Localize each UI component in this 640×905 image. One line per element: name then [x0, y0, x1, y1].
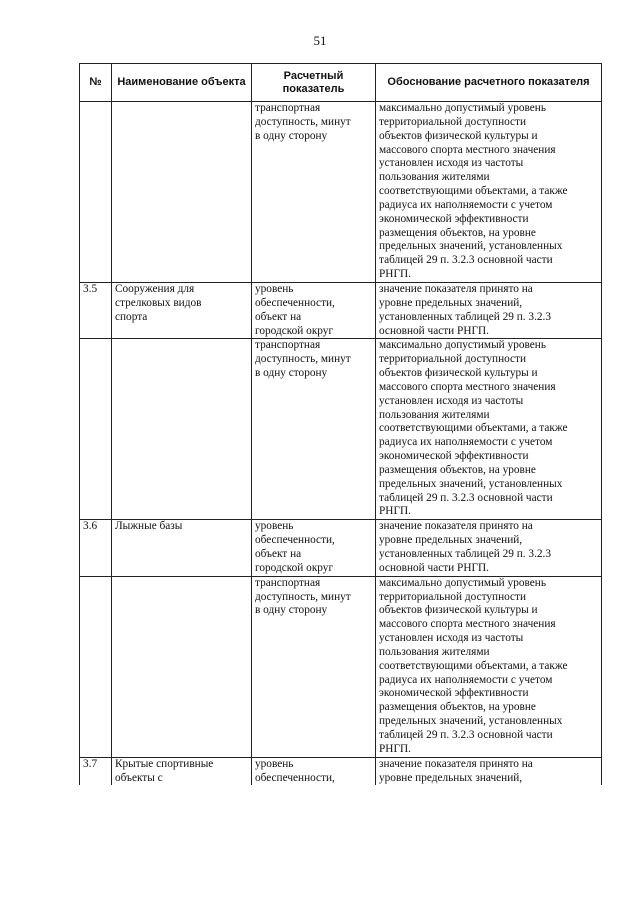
standards-table — [79, 63, 602, 785]
table-body — [80, 102, 602, 786]
table-row — [80, 282, 602, 338]
cell-line: таблицей 29 п. 3.2.3 основной части — [379, 728, 553, 741]
cell-line: основной части РНГП. — [379, 561, 490, 574]
cell-line: обеспеченности, — [255, 771, 335, 784]
cell-line: соответствующими объектами, а также — [379, 659, 568, 672]
cell-line: предельных значений, установленных — [379, 477, 563, 490]
cell-line: радиуса их наполняемости с учетом — [379, 436, 553, 449]
table-row — [80, 339, 602, 520]
row-object-name — [112, 520, 252, 576]
cell-line: РНГП. — [379, 268, 411, 281]
cell-line: объектов физической культуры и — [379, 604, 538, 617]
cell-line: уровне предельных значений, — [379, 534, 523, 547]
cell-line: РНГП. — [379, 742, 411, 755]
page-number: 51 — [313, 33, 327, 48]
cell-line: уровне предельных значений, — [379, 296, 523, 309]
header-justification: Обоснование расчетного показателя — [376, 64, 602, 102]
cell-line: стрелковых видов — [115, 296, 202, 309]
cell-line: городской округ — [255, 324, 334, 337]
cell-line: доступность, минут — [255, 353, 351, 366]
cell-line: значение показателя принято на — [379, 520, 533, 533]
row-number — [80, 339, 112, 520]
cell-line: соответствующими объектами, а также — [379, 185, 568, 198]
cell-line: соответствующими объектами, а также — [379, 422, 568, 435]
cell-line: установленных таблицей 29 п. 3.2.3 — [379, 548, 552, 560]
cell-line: Крытые спортивные — [115, 757, 214, 770]
cell-line: экономической эффективности — [379, 212, 529, 225]
cell-line: доступность, минут — [255, 115, 351, 128]
cell-line: пользования жителями — [379, 645, 490, 658]
cell-line: предельных значений, установленных — [379, 240, 563, 253]
cell-line: уровень — [255, 282, 294, 295]
cell-line: уровень — [255, 520, 294, 533]
cell-line: максимально допустимый уровень — [379, 102, 546, 114]
cell-line: транспортная — [255, 576, 321, 589]
cell-line: территориальной доступности — [379, 353, 527, 366]
row-object-name — [112, 339, 252, 520]
cell-line: в одну сторону — [255, 367, 328, 380]
row-object-name — [112, 282, 252, 338]
cell-line: уровне предельных значений, — [379, 771, 523, 784]
row-indicator — [252, 757, 376, 785]
header-number: № — [80, 64, 112, 102]
row-indicator — [252, 576, 376, 757]
cell-line: территориальной доступности — [379, 115, 527, 128]
row-number — [80, 102, 112, 283]
row-number: 3.7 — [80, 757, 112, 785]
cell-line: территориальной доступности — [379, 590, 527, 603]
row-number — [80, 576, 112, 757]
table-row — [80, 576, 602, 757]
cell-line: экономической эффективности — [379, 687, 529, 700]
cell-line: предельных значений, установленных — [379, 715, 563, 728]
cell-line: Сооружения для — [115, 282, 195, 295]
cell-line: спорта — [115, 310, 148, 323]
cell-line: пользования жителями — [379, 408, 490, 421]
table-row — [80, 757, 602, 785]
row-object-name — [112, 102, 252, 283]
row-object-name — [112, 576, 252, 757]
cell-line: максимально допустимый уровень — [379, 576, 546, 589]
row-justification — [376, 576, 602, 757]
cell-line: таблицей 29 п. 3.2.3 основной части — [379, 491, 553, 504]
header-indicator: Расчетный показатель — [252, 64, 376, 102]
cell-line: установлен исходя из частоты — [379, 394, 524, 407]
cell-line: размещения объектов, на уровне — [379, 463, 536, 476]
cell-line: объект на — [255, 548, 302, 560]
row-justification — [376, 102, 602, 283]
cell-line: основной части РНГП. — [379, 324, 490, 337]
row-indicator — [252, 102, 376, 283]
cell-line: радиуса их наполняемости с учетом — [379, 673, 553, 686]
cell-line: в одну сторону — [255, 604, 328, 617]
cell-line: пользования жителями — [379, 171, 490, 184]
cell-line: массового спорта местного значения — [379, 380, 556, 393]
cell-line: значение показателя принято на — [379, 282, 533, 295]
cell-line: транспортная — [255, 339, 321, 352]
row-indicator — [252, 282, 376, 338]
cell-line: таблицей 29 п. 3.2.3 основной части — [379, 254, 553, 267]
cell-line: обеспеченности, — [255, 534, 335, 547]
row-indicator — [252, 339, 376, 520]
cell-line: установленных таблицей 29 п. 3.2.3 — [379, 310, 552, 323]
row-justification — [376, 520, 602, 576]
row-justification — [376, 339, 602, 520]
cell-line: массового спорта местного значения — [379, 143, 556, 156]
cell-line: уровень — [255, 757, 294, 770]
cell-line: установлен исходя из частоты — [379, 632, 524, 645]
cell-line: транспортная — [255, 102, 321, 114]
cell-line: значение показателя принято на — [379, 757, 533, 770]
cell-line: размещения объектов, на уровне — [379, 701, 536, 714]
row-object-name — [112, 757, 252, 785]
cell-line: максимально допустимый уровень — [379, 339, 546, 352]
cell-line: в одну сторону — [255, 129, 328, 142]
row-justification — [376, 757, 602, 785]
cell-line: Лыжные базы — [115, 520, 183, 533]
header-object-name: Наименование объекта — [112, 64, 252, 102]
row-number: 3.5 — [80, 282, 112, 338]
cell-line: доступность, минут — [255, 590, 351, 603]
cell-line: объекты с — [115, 771, 163, 784]
table-row — [80, 102, 602, 283]
cell-line: объектов физической культуры и — [379, 129, 538, 142]
cell-line: экономической эффективности — [379, 450, 529, 463]
cell-line: РНГП. — [379, 505, 411, 518]
cell-line: установлен исходя из частоты — [379, 157, 524, 170]
row-justification — [376, 282, 602, 338]
row-number: 3.6 — [80, 520, 112, 576]
cell-line: городской округ — [255, 561, 334, 574]
cell-line: размещения объектов, на уровне — [379, 226, 536, 239]
cell-line: обеспеченности, — [255, 296, 335, 309]
cell-line: объектов физической культуры и — [379, 367, 538, 380]
table-row — [80, 520, 602, 576]
cell-line: радиуса их наполняемости с учетом — [379, 198, 553, 211]
table-header-row — [80, 64, 602, 102]
cell-line: массового спорта местного значения — [379, 618, 556, 631]
row-indicator — [252, 520, 376, 576]
cell-line: объект на — [255, 310, 302, 323]
